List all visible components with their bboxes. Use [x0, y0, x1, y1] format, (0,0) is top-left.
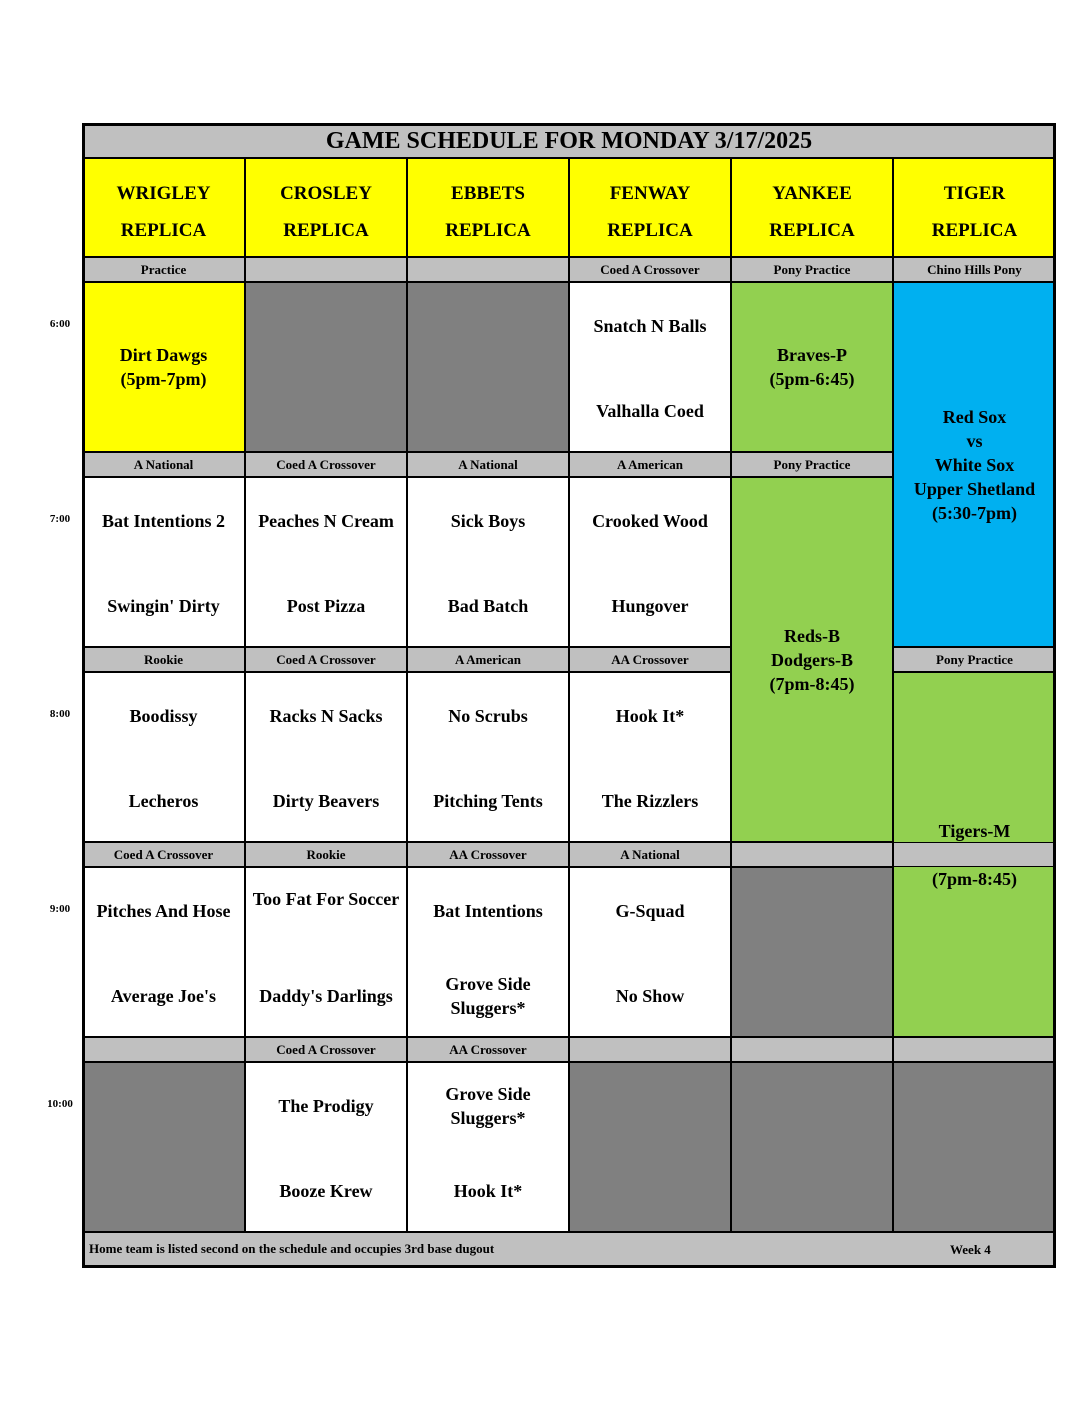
game-block — [731, 282, 893, 452]
field-name: CROSLEY — [280, 183, 372, 204]
field-subtitle: REPLICA — [931, 220, 1018, 241]
empty-slot — [407, 282, 569, 452]
division-label — [893, 842, 1056, 867]
game-cell — [82, 672, 245, 842]
time-label: 6:00 — [49, 318, 71, 330]
home-team: Average Joe's — [110, 986, 217, 1006]
home-team: Booze Krew — [279, 1181, 373, 1201]
game-cell — [245, 1062, 407, 1232]
game-cell — [407, 477, 569, 647]
game-cell — [82, 477, 245, 647]
away-team: Crooked Wood — [592, 511, 708, 531]
division-label: Coed A Crossover — [569, 257, 731, 282]
field-name: FENWAY — [609, 183, 691, 204]
away-team: G-Squad — [615, 901, 685, 921]
game-cell — [569, 282, 731, 452]
away-team: Boodissy — [129, 706, 198, 726]
field-name: TIGER — [943, 183, 1006, 204]
home-team: Daddy's Darlings — [259, 986, 393, 1006]
empty-slot — [731, 1062, 893, 1232]
division-label: A National — [569, 842, 731, 867]
division-label: Pony Practice — [731, 452, 893, 477]
block-line: vs — [966, 430, 983, 451]
away-team: Racks N Sacks — [269, 706, 383, 726]
block-line: White Sox — [934, 454, 1015, 475]
division-label: Rookie — [245, 842, 407, 867]
division-label: A American — [407, 647, 569, 672]
game-cell — [82, 867, 245, 1037]
home-team: Grove Side Sluggers* — [445, 974, 531, 1018]
division-label: AA Crossover — [407, 1037, 569, 1062]
division-label — [407, 257, 569, 282]
game-cell — [569, 672, 731, 842]
block-line: (5pm-7pm) — [120, 369, 207, 389]
empty-slot — [731, 867, 893, 1037]
division-label — [569, 1037, 731, 1062]
division-label — [893, 1037, 1056, 1062]
game-cell — [245, 672, 407, 842]
field-header-tiger — [893, 158, 1056, 257]
home-team: Post Pizza — [286, 596, 366, 616]
division-label: Coed A Crossover — [245, 1037, 407, 1062]
game-cell — [407, 1062, 569, 1232]
home-team: Pitching Tents — [433, 791, 543, 811]
block-line: Braves-P — [777, 345, 847, 365]
division-label: Rookie — [82, 647, 245, 672]
footer-note: Home team is listed second on the schedule and occupies 3rd base dugout — [82, 1232, 1056, 1268]
division-label: AA Crossover — [407, 842, 569, 867]
game-block — [893, 282, 1056, 647]
time-label: 9:00 — [49, 903, 71, 915]
block-line: (5:30-7pm) — [932, 502, 1017, 523]
field-subtitle: REPLICA — [445, 220, 531, 241]
away-team: Peaches N Cream — [258, 511, 394, 531]
game-cell — [245, 867, 407, 1037]
home-team: No Show — [615, 986, 685, 1006]
game-cell — [569, 477, 731, 647]
page-title: GAME SCHEDULE FOR MONDAY 3/17/2025 — [82, 123, 1056, 158]
away-team: Snatch N Balls — [593, 316, 707, 336]
division-label: Coed A Crossover — [245, 647, 407, 672]
game-cell — [407, 672, 569, 842]
home-team: Hook It* — [453, 1181, 523, 1201]
field-header-crosley — [245, 158, 407, 257]
home-team: The Rizzlers — [601, 791, 699, 811]
field-header-fenway — [569, 158, 731, 257]
away-team: No Scrubs — [448, 706, 528, 726]
field-subtitle: REPLICA — [607, 220, 693, 241]
away-team: Bat Intentions 2 — [101, 511, 226, 531]
field-name: EBBETS — [451, 183, 525, 204]
field-header-yankee — [731, 158, 893, 257]
week-label: Week 4 — [950, 1242, 991, 1257]
home-team: Lecheros — [128, 791, 199, 811]
division-label: A National — [407, 452, 569, 477]
block-line: Upper Shetland — [913, 478, 1036, 499]
away-team: Bat Intentions — [433, 901, 543, 921]
home-team: Swingin' Dirty — [107, 596, 220, 616]
field-header-ebbets — [407, 158, 569, 257]
game-cell — [407, 867, 569, 1037]
away-team: Grove Side Sluggers* — [445, 1084, 531, 1128]
division-label: Pony Practice — [731, 257, 893, 282]
division-label — [731, 842, 893, 867]
block-line: (7pm-8:45) — [769, 673, 855, 694]
division-label: A American — [569, 452, 731, 477]
away-team: Sick Boys — [450, 511, 526, 531]
time-label: 8:00 — [49, 708, 71, 720]
game-cell — [245, 477, 407, 647]
block-line: Reds-B — [783, 625, 840, 646]
block-line: Tigers-M — [938, 820, 1011, 841]
empty-slot — [569, 1062, 731, 1232]
empty-slot — [82, 1062, 245, 1232]
division-label: Practice — [82, 257, 245, 282]
block-line: Red Sox — [942, 406, 1007, 427]
division-label — [731, 1037, 893, 1062]
division-label: Coed A Crossover — [82, 842, 245, 867]
home-team: Hungover — [611, 596, 689, 616]
empty-slot — [245, 282, 407, 452]
game-cell — [569, 867, 731, 1037]
field-name: WRIGLEY — [116, 183, 211, 204]
away-team: Too Fat For Soccer — [252, 889, 400, 909]
away-team: Pitches And Hose — [96, 901, 231, 921]
division-label: Chino Hills Pony — [893, 257, 1056, 282]
time-label: 7:00 — [49, 513, 71, 525]
field-subtitle: REPLICA — [283, 220, 369, 241]
game-block — [82, 282, 245, 452]
field-header-wrigley — [82, 158, 245, 257]
division-label — [82, 1037, 245, 1062]
division-label: Coed A Crossover — [245, 452, 407, 477]
game-block — [731, 477, 893, 842]
home-team: Valhalla Coed — [596, 401, 704, 421]
time-label: 10:00 — [47, 1098, 73, 1110]
division-label — [245, 257, 407, 282]
home-team: Bad Batch — [447, 596, 529, 616]
division-label: A National — [82, 452, 245, 477]
division-label: AA Crossover — [569, 647, 731, 672]
block-line: Dodgers-B — [771, 649, 853, 670]
block-line: (7pm-8:45) — [932, 868, 1017, 889]
field-subtitle: REPLICA — [769, 220, 855, 241]
block-line: (5pm-6:45) — [769, 369, 855, 389]
field-name: YANKEE — [772, 183, 852, 204]
empty-slot — [893, 1062, 1056, 1232]
home-team: Dirty Beavers — [272, 791, 380, 811]
block-line: Dirt Dawgs — [119, 345, 208, 365]
field-subtitle: REPLICA — [120, 220, 207, 241]
away-team: The Prodigy — [278, 1096, 374, 1116]
division-label: Pony Practice — [893, 647, 1056, 672]
away-team: Hook It* — [615, 706, 685, 726]
